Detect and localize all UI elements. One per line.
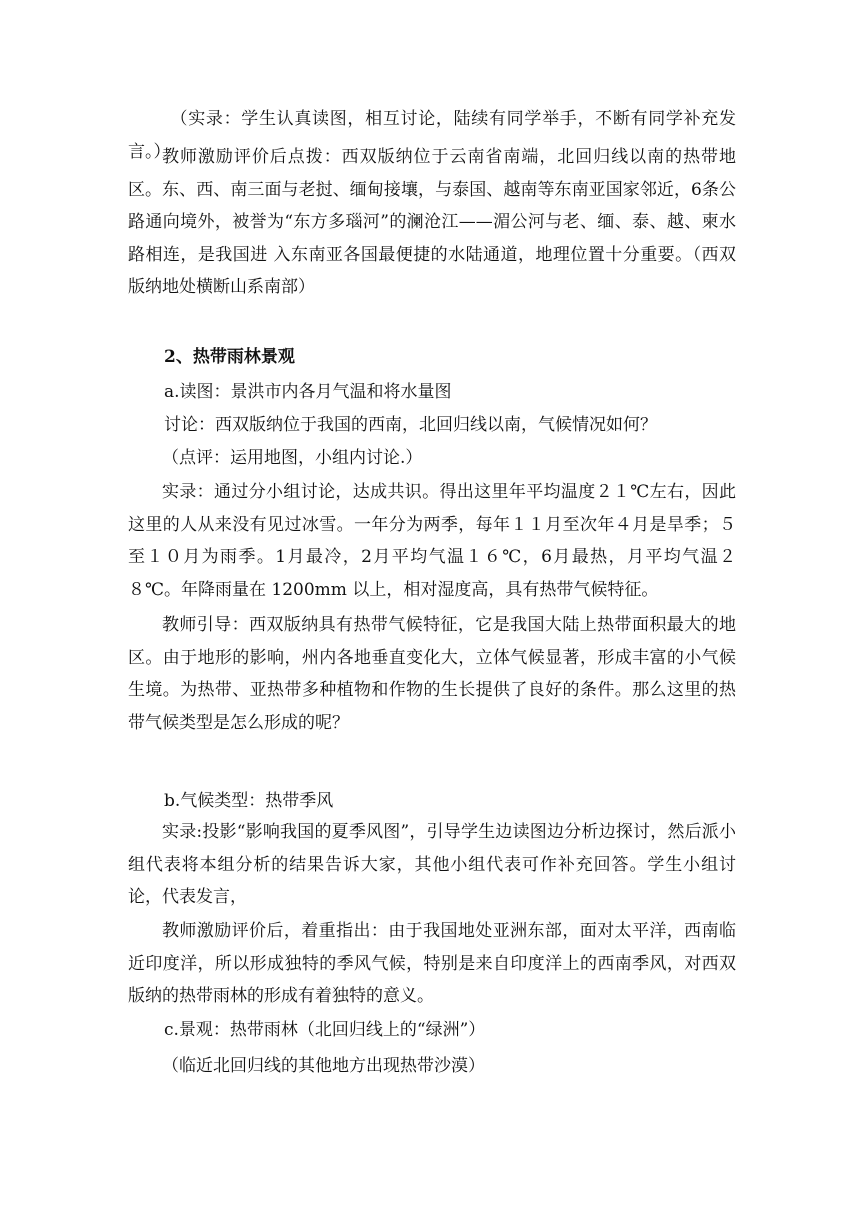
item-c-landscape: c.景观：热带雨林（北回归线上的“绿洲”） [164, 1020, 486, 1040]
discussion-question: 讨论：西双版纳位于我国的西南，北回归线以南，气候情况如何？ [164, 415, 657, 435]
section-heading: 2、热带雨林景观 [164, 347, 295, 367]
item-b-climate-type: b.气候类型：热带季风 [164, 791, 334, 811]
comment-note: （点评：运用地图，小组内讨论.） [162, 448, 423, 468]
teacher-pointer-paragraph: 教师激励评价后点拨：西双版纳位于云南省南端，北回归线以南的热带地区。东、西、南三面与老挝、缅甸接壤，与泰国、越南等东南亚国家邻近，6条公路通向境外，被誉为“东方多瑙河”的澜沧江——湄公河与老、缅、泰、越、柬水路相连，是我国进 入东南亚各国最便捷的水陆通道，地理位置十分重要。（西双版纳地处横断山系南部） [128, 147, 736, 297]
desert-note: （临近北回归线的其他地方出现热带沙漠） [162, 1056, 485, 1076]
item-a-read-map: a.读图：景洪市内各月气温和将水量图 [164, 382, 452, 402]
record-paragraph-1: （实录：学生认真读图，相互讨论，陆续有同学举手，不断有同学补充发言。） [128, 109, 736, 162]
record-paragraph-2: 实录：通过分小组讨论，达成共识。得出这里年平均温度２１℃左右，因此这里的人从来没有见过冰雪。一年分为两季，每年１１月至次年４月是旱季；５至１０月为雨季。1月最冷，2月平均气温１６℃，6月最热，月平均气温２８℃。年降雨量在 1200mm 以上，相对湿度高，具有热带气候特征。 [128, 482, 736, 600]
teacher-evaluation-paragraph: 教师激励评价后，着重指出：由于我国地处亚洲东部，面对太平洋，西南临近印度洋，所以形成独特的季风气候，特别是来自印度洋上的西南季风，对西双版纳的热带雨林的形成有着独特的意义。 [128, 921, 736, 1006]
record-paragraph-3: 实录:投影“影响我国的夏季风图”，引导学生边读图边分析边探讨，然后派小组代表将本组分析的结果告诉大家，其他小组代表可作补充回答。学生小组讨论，代表发言， [128, 822, 736, 907]
teacher-guide-paragraph: 教师引导：西双版纳具有热带气候特征，它是我国大陆上热带面积最大的地区。由于地形的影响，州内各地垂直变化大，立体气候显著，形成丰富的小气候生境。为热带、亚热带多种植物和作物的生长提供了良好的条件。那么这里的热带气候类型是怎么形成的呢？ [128, 615, 736, 733]
